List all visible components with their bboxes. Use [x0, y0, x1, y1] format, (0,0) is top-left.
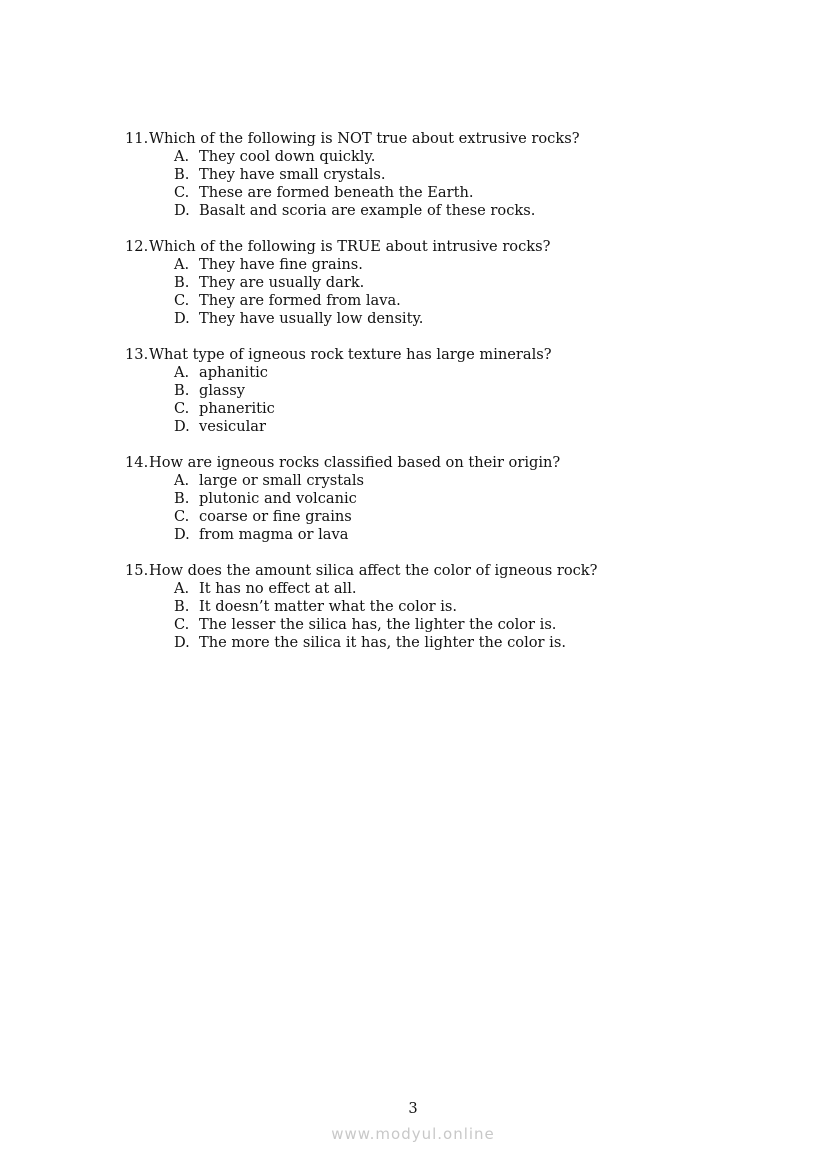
option-letter: C. — [174, 508, 190, 525]
option-letter: D. — [174, 310, 190, 327]
option-c — [125, 184, 785, 202]
option-letter: B. — [174, 382, 190, 399]
option-text: They have fine grains. — [199, 256, 363, 273]
option-d — [125, 202, 785, 220]
option-letter: C. — [174, 400, 190, 417]
option-letter: A. — [174, 364, 190, 381]
question-stem — [125, 238, 785, 256]
option-text: vesicular — [199, 418, 266, 435]
option-text: They have usually low density. — [199, 310, 424, 327]
option-letter: B. — [174, 166, 190, 183]
option-letter: C. — [174, 184, 190, 201]
option-letter: A. — [174, 256, 190, 273]
question-list — [125, 130, 785, 670]
option-text: It doesn’t matter what the color is. — [199, 598, 458, 615]
option-text: They cool down quickly. — [199, 148, 376, 165]
question-stem — [125, 562, 785, 580]
question-text: How does the amount silica affect the color of igneous rock? — [149, 562, 598, 579]
option-b — [125, 598, 785, 616]
option-letter: A. — [174, 472, 190, 489]
option-c — [125, 508, 785, 526]
question-text: Which of the following is NOT true about extrusive rocks? — [149, 130, 580, 147]
question-text: How are igneous rocks classified based on their origin? — [149, 454, 561, 471]
question-12 — [125, 238, 785, 328]
option-c — [125, 292, 785, 310]
option-letter: B. — [174, 274, 190, 291]
question-stem — [125, 130, 785, 148]
question-number: 14. — [125, 454, 149, 471]
question-stem — [125, 346, 785, 364]
option-text: They have small crystals. — [199, 166, 386, 183]
option-a — [125, 472, 785, 490]
option-text: large or small crystals — [199, 472, 364, 489]
option-a — [125, 256, 785, 274]
option-b — [125, 274, 785, 292]
question-13 — [125, 346, 785, 436]
option-c — [125, 400, 785, 418]
option-b — [125, 382, 785, 400]
option-letter: D. — [174, 634, 190, 651]
watermark-text: www.modyul.online — [331, 1125, 495, 1143]
question-11 — [125, 130, 785, 220]
option-d — [125, 634, 785, 652]
option-text: The lesser the silica has, the lighter the color is. — [199, 616, 557, 633]
option-text: Basalt and scoria are example of these rocks. — [199, 202, 536, 219]
option-text: These are formed beneath the Earth. — [199, 184, 474, 201]
question-number: 13. — [125, 346, 149, 363]
option-text: from magma or lava — [199, 526, 349, 543]
page-number: 3 — [408, 1100, 418, 1117]
option-list — [125, 580, 785, 652]
question-text: Which of the following is TRUE about intrusive rocks? — [149, 238, 551, 255]
option-a — [125, 580, 785, 598]
option-letter: A. — [174, 148, 190, 165]
option-d — [125, 526, 785, 544]
option-letter: A. — [174, 580, 190, 597]
option-letter: B. — [174, 598, 190, 615]
option-b — [125, 166, 785, 184]
question-number: 11. — [125, 130, 149, 147]
option-d — [125, 310, 785, 328]
option-letter: D. — [174, 202, 190, 219]
option-text: glassy — [199, 382, 245, 399]
question-14 — [125, 454, 785, 544]
option-text: They are formed from lava. — [199, 292, 401, 309]
option-text: coarse or fine grains — [199, 508, 352, 525]
option-letter: B. — [174, 490, 190, 507]
option-text: It has no effect at all. — [199, 580, 357, 597]
option-a — [125, 148, 785, 166]
question-number: 12. — [125, 238, 149, 255]
option-text: The more the silica it has, the lighter the color is. — [199, 634, 566, 651]
option-letter: C. — [174, 292, 190, 309]
option-list — [125, 256, 785, 328]
question-15 — [125, 562, 785, 652]
option-b — [125, 490, 785, 508]
option-letter: D. — [174, 418, 190, 435]
option-text: They are usually dark. — [199, 274, 365, 291]
option-text: aphanitic — [199, 364, 268, 381]
option-list — [125, 472, 785, 544]
option-list — [125, 364, 785, 436]
option-d — [125, 418, 785, 436]
option-letter: C. — [174, 616, 190, 633]
question-stem — [125, 454, 785, 472]
option-letter: D. — [174, 526, 190, 543]
option-c — [125, 616, 785, 634]
option-text: plutonic and volcanic — [199, 490, 357, 507]
option-list — [125, 148, 785, 220]
option-text: phaneritic — [199, 400, 275, 417]
question-text: What type of igneous rock texture has large minerals? — [149, 346, 552, 363]
option-a — [125, 364, 785, 382]
question-number: 15. — [125, 562, 149, 579]
